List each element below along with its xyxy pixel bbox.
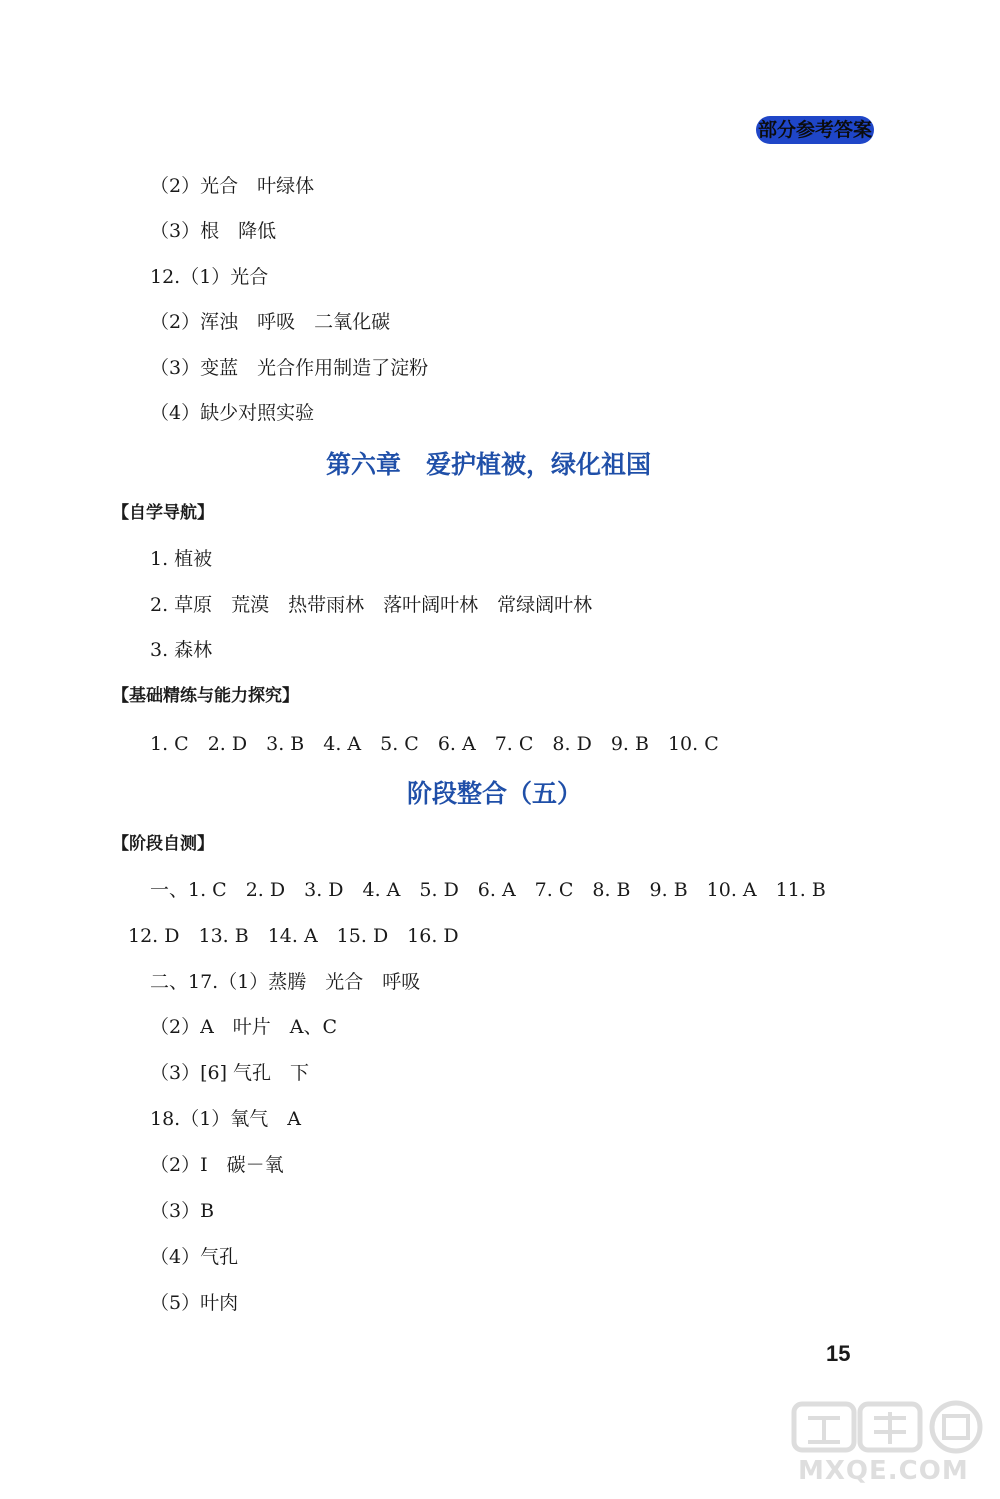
answer-line: 12. D 13. B 14. A 15. D 16. D <box>128 925 459 947</box>
answer-line: （3）B <box>150 1200 215 1222</box>
answer-line: （2）浑浊 呼吸 二氧化碳 <box>150 311 391 333</box>
answer-line: （4）缺少对照实验 <box>150 402 315 424</box>
answer-line: 18.（1）氧气 A <box>150 1108 302 1130</box>
answer-line: 3. 森林 <box>150 639 213 661</box>
answer-line: （4）气孔 <box>150 1246 239 1268</box>
answer-line: 1. C 2. D 3. B 4. A 5. C 6. A 7. C 8. D 9. B 10. C <box>150 733 719 755</box>
chapter-title: 第六章 爱护植被，绿化祖国 <box>326 450 652 479</box>
page-number: 15 <box>826 1341 851 1366</box>
watermark <box>790 1398 990 1494</box>
answer-line: （3）根 降低 <box>150 220 277 242</box>
stage-title: 阶段整合（五） <box>407 779 583 808</box>
answer-line: （2）Ⅰ 碳－氧 <box>150 1154 284 1176</box>
section-label-practice: 【基础精练与能力探究】 <box>112 686 299 706</box>
answer-badge: 部分参考答案 <box>756 116 874 144</box>
section-label-self-study: 【自学导航】 <box>112 503 214 523</box>
answer-line: （2）光合 叶绿体 <box>150 175 315 197</box>
answer-line: 1. 植被 <box>150 548 213 570</box>
answer-line: 二、17.（1）蒸腾 光合 呼吸 <box>150 971 421 993</box>
answer-line: 一、1. C 2. D 3. D 4. A 5. D 6. A 7. C 8. B 9. B 10. A 11. B <box>150 879 826 901</box>
answer-line: （2）A 叶片 A、C <box>150 1016 338 1038</box>
watermark-logo-icon <box>790 1398 990 1456</box>
answer-line: （3）[6] 气孔 下 <box>150 1062 310 1084</box>
watermark-url: MXQE.COM <box>798 1456 969 1486</box>
answer-line: （3）变蓝 光合作用制造了淀粉 <box>150 357 429 379</box>
answer-line: （5）叶肉 <box>150 1292 239 1314</box>
answer-line: 2. 草原 荒漠 热带雨林 落叶阔叶林 常绿阔叶林 <box>150 594 593 616</box>
answer-line: 12.（1）光合 <box>150 266 269 288</box>
section-label-self-test: 【阶段自测】 <box>112 834 214 854</box>
